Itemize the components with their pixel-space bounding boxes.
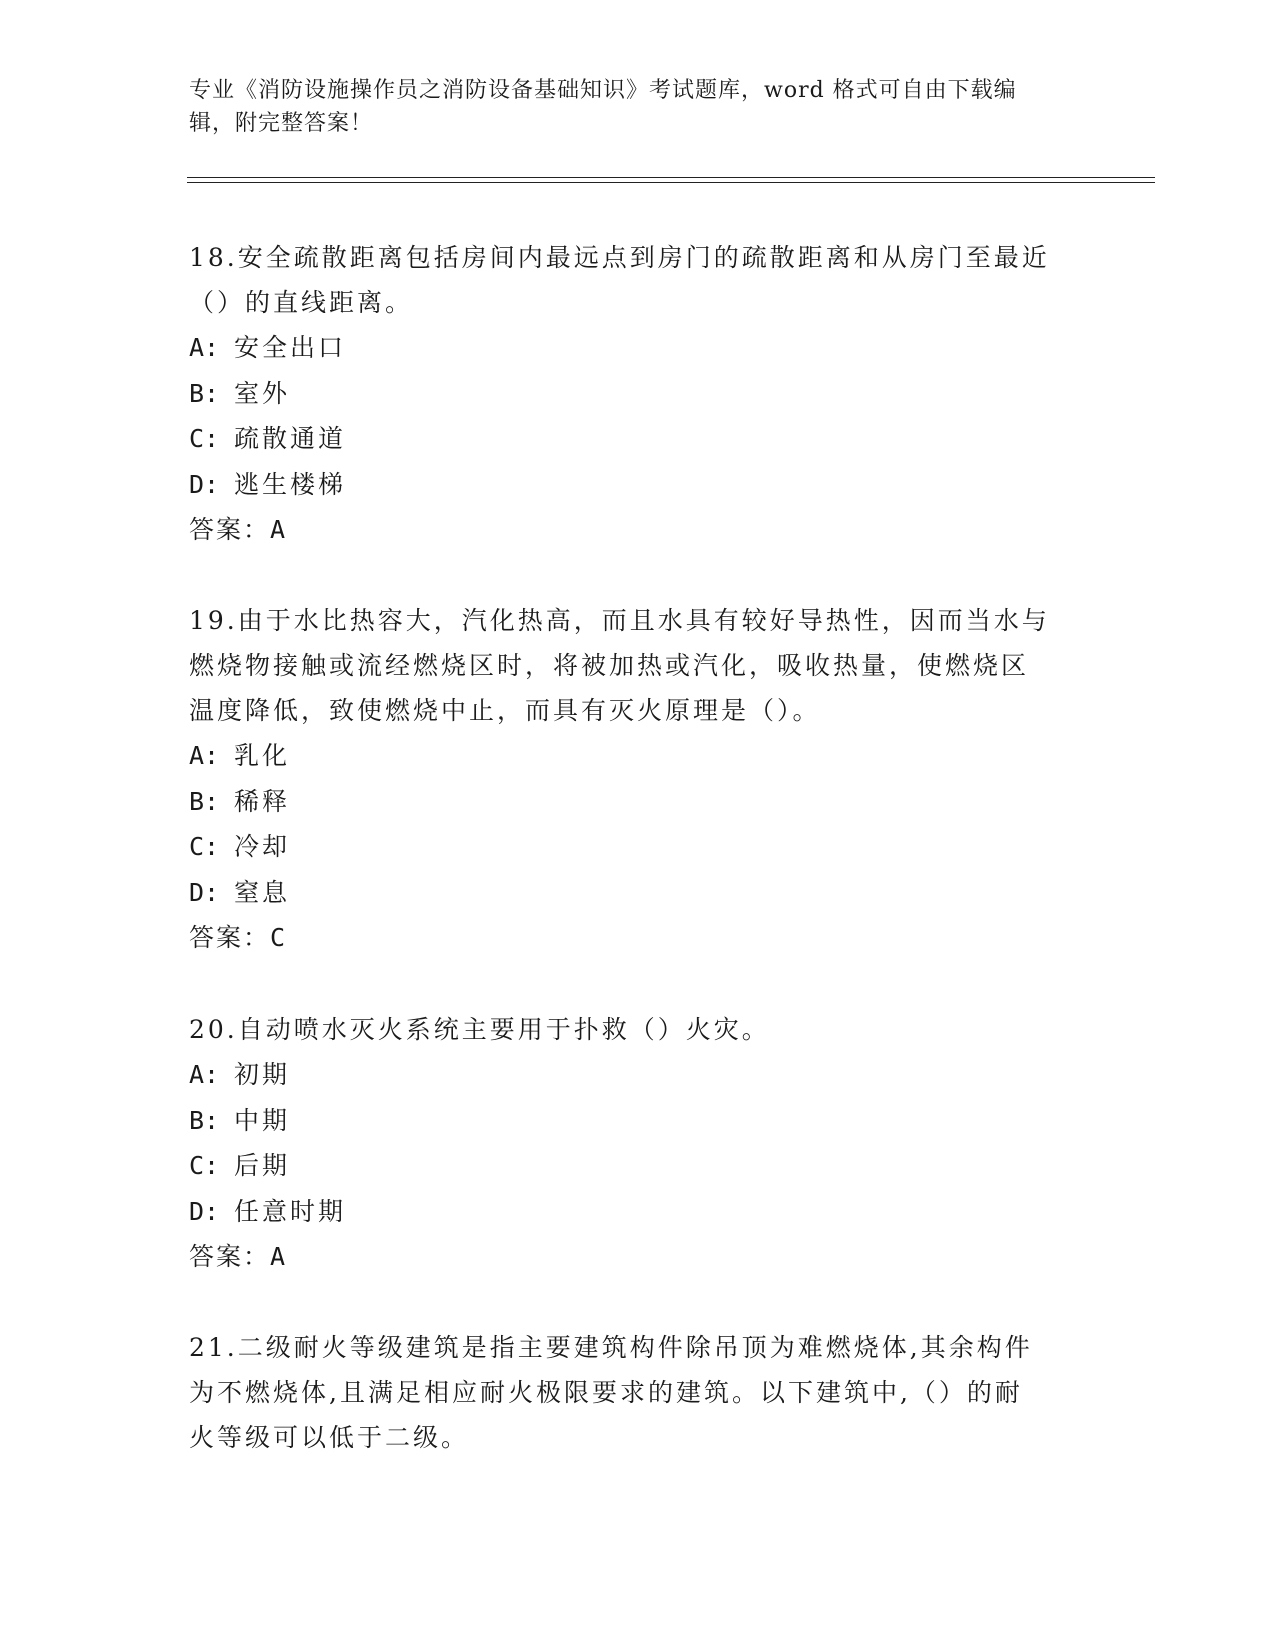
option-a	[189, 1052, 1089, 1098]
question-stem	[189, 1325, 1089, 1460]
answer-value: C	[270, 923, 288, 952]
question-19	[189, 598, 1089, 961]
answer-label: 答案：	[189, 515, 271, 544]
option-text: 安全出口	[234, 333, 347, 362]
header-divider	[187, 177, 1155, 178]
option-text: 任意时期	[234, 1196, 347, 1226]
option-text: 室外	[234, 378, 291, 408]
option-letter: A:	[189, 741, 220, 770]
stem-line: （）的直线距离。	[189, 288, 414, 317]
option-text: 疏散通道	[234, 424, 347, 453]
stem-line: 18.安全疏散距离包括房间内最远点到房门的疏散距离和从房门至最近	[189, 243, 1050, 272]
option-letter: D:	[189, 877, 220, 907]
option-letter: C:	[189, 1151, 220, 1180]
option-a	[189, 733, 1089, 779]
option-d	[189, 870, 1089, 916]
option-letter: D:	[189, 1196, 220, 1226]
option-c	[189, 416, 1089, 462]
answer-line	[189, 1234, 1089, 1280]
option-letter: A:	[189, 333, 220, 362]
option-letter: B:	[189, 378, 220, 408]
header-line: 辑，附完整答案！	[189, 111, 374, 136]
option-letter: C:	[189, 832, 220, 861]
option-text: 冷却	[234, 832, 291, 861]
header-line: 专业《消防设施操作员之消防设备基础知识》考试题库，word 格式可自由下载编	[189, 78, 1017, 103]
option-letter: D:	[189, 469, 220, 499]
option-text: 窒息	[234, 877, 291, 907]
option-text: 后期	[234, 1151, 291, 1180]
answer-line	[189, 507, 1089, 553]
stem-line: 温度降低，致使燃烧中止，而具有灭火原理是（）。	[189, 696, 821, 725]
option-text: 初期	[234, 1060, 291, 1089]
option-b	[189, 371, 1089, 417]
option-c	[189, 824, 1089, 870]
answer-label: 答案：	[189, 923, 271, 952]
option-d	[189, 1189, 1089, 1235]
stem-line: 19.由于水比热容大，汽化热高，而且水具有较好导热性，因而当水与	[189, 606, 1050, 635]
question-18	[189, 235, 1089, 553]
option-letter: C:	[189, 424, 220, 453]
stem-line: 为不燃烧体,且满足相应耐火极限要求的建筑。以下建筑中,（）的耐	[189, 1378, 1023, 1407]
option-text: 乳化	[234, 741, 291, 770]
option-b	[189, 779, 1089, 825]
answer-line	[189, 915, 1089, 961]
answer-label: 答案：	[189, 1242, 271, 1271]
question-stem	[189, 598, 1089, 733]
question-stem	[189, 1007, 1089, 1052]
option-letter: B:	[189, 1105, 220, 1135]
option-a	[189, 325, 1089, 371]
answer-value: A	[270, 515, 288, 544]
option-text: 逃生楼梯	[234, 469, 347, 499]
stem-line: 21.二级耐火等级建筑是指主要建筑构件除吊顶为难燃烧体,其余构件	[189, 1333, 1033, 1362]
option-letter: A:	[189, 1060, 220, 1089]
stem-line: 火等级可以低于二级。	[189, 1423, 470, 1452]
stem-line: 20.自动喷水灭火系统主要用于扑救（）火灾。	[189, 1015, 770, 1044]
option-b	[189, 1098, 1089, 1144]
question-21	[189, 1325, 1089, 1460]
option-d	[189, 462, 1089, 508]
stem-line: 燃烧物接触或流经燃烧区时，将被加热或汽化，吸收热量，使燃烧区	[189, 651, 1030, 680]
question-20	[189, 1007, 1089, 1280]
question-stem	[189, 235, 1089, 325]
document-header	[189, 74, 1069, 140]
header-divider	[187, 182, 1155, 183]
answer-value: A	[270, 1242, 288, 1271]
option-c	[189, 1143, 1089, 1189]
option-text: 中期	[234, 1105, 291, 1135]
option-letter: B:	[189, 786, 220, 816]
option-text: 稀释	[234, 786, 291, 816]
